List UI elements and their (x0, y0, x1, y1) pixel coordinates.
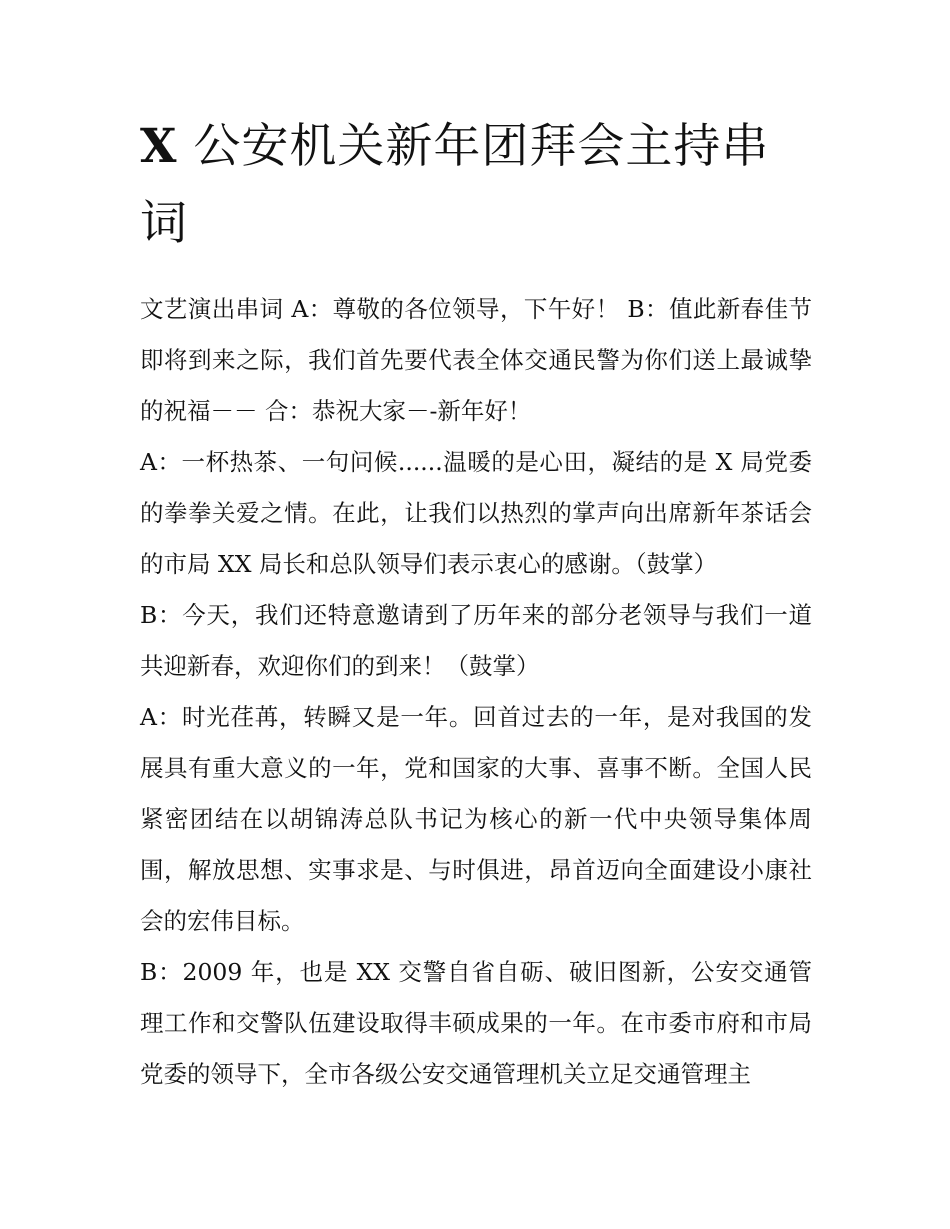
paragraph-2: A：一杯热茶、一句问候......温暖的是心田，凝结的是 X 局党委的拳拳关爱之情。在此，让我们以热烈的掌声向出席新年茶话会的市局 XX 局长和总队领导们表示衷心的感谢。（鼓掌） (140, 448, 812, 578)
paragraph-5: B：2009 年，也是 XX 交警自省自砺、破旧图新，公安交通管理工作和交警队伍建设取得丰硕成果的一年。在市委市府和市局党委的领导下，全市各级公安交通管理机关立足交通管理主 (140, 958, 812, 1088)
paragraph-3: B：今天，我们还特意邀请到了历年来的部分老领导与我们一道共迎新春，欢迎你们的到来！（鼓掌） (140, 601, 812, 680)
paragraph-4: A：时光荏苒，转瞬又是一年。回首过去的一年，是对我国的发展具有重大意义的一年，党和国家的大事、喜事不断。全国人民紧密团结在以胡锦涛总队书记为核心的新一代中央领导集体周围，解放思想、实事求是、与时俱进，昂首迈向全面建设小康社会的宏伟目标。 (140, 703, 812, 935)
document-body (140, 284, 812, 1100)
paragraph-1: 文艺演出串词 A：尊敬的各位领导，下午好！ B：值此新春佳节即将到来之际，我们首先要代表全体交通民警为你们送上最诚挚的祝福－－ 合：恭祝大家－-新年好！ (140, 295, 812, 425)
document-title (140, 108, 812, 262)
title-main: 公安机关新年团拜会主持串词 (140, 119, 770, 251)
document-page (140, 108, 812, 1100)
title-prefix: X (140, 119, 178, 174)
